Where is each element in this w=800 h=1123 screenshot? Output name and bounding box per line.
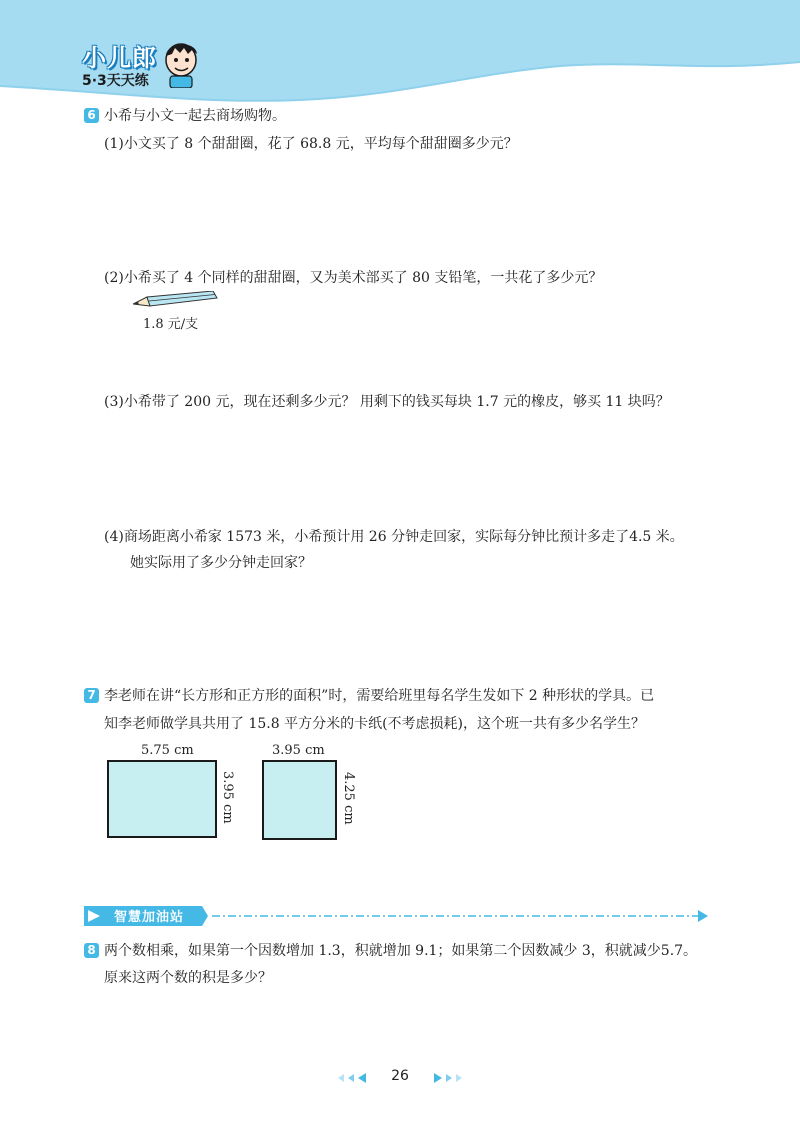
pencil-icon [133, 291, 219, 309]
q6-part-1: (1)小文买了 8 个甜甜圈，花了 68.8 元，平均每个甜甜圈多少元？ [104, 136, 518, 152]
question-number-7: 7 [84, 688, 99, 703]
shape1-width-label: 5.75 cm [141, 743, 194, 758]
q6-part-2: (2)小希买了 4 个同样的甜甜圈，又为美术部买了 80 支铅笔，一共花了多少元？ [104, 270, 603, 286]
shape2-width-label: 3.95 cm [272, 743, 325, 758]
page-number: 26 [391, 1068, 409, 1084]
banner-label: 智慧加油站 [114, 910, 185, 925]
rectangle-shape [107, 760, 217, 838]
shape2-height-label: 4.25 cm [341, 772, 356, 825]
q6-part-3: (3)小希带了 200 元，现在还剩多少元？ 用剩下的钱买每块 1.7 元的橡皮，够买 11 块吗？ [104, 394, 670, 410]
q8-line-1: 两个数相乘，如果第一个因数增加 1.3，积就增加 9.1；如果第二个因数减少 3，积就减少5.7。 [104, 943, 698, 959]
brand-subtitle: 5·3天天练 [82, 73, 149, 89]
mascot-boy-icon [160, 38, 202, 88]
shape1-height-label: 3.95 cm [220, 771, 235, 824]
q8-line-2: 原来这两个数的积是多少？ [104, 970, 272, 986]
question-number-8: 8 [84, 943, 99, 958]
q7-line-2: 知李老师做学具共用了 15.8 平方分米的卡纸(不考虑损耗)，这个班一共有多少名学生？ [104, 716, 645, 732]
question-number-6: 6 [84, 108, 99, 123]
square-shape [262, 760, 337, 840]
q6-intro: 小希与小文一起去商场购物。 [104, 108, 286, 124]
pencil-price: 1.8 元/支 [143, 317, 199, 332]
q7-line-1: 李老师在讲“长方形和正方形的面积”时，需要给班里每名学生发如下 2 种形状的学具。已 [104, 688, 655, 704]
q6-part-4-line-1: (4)商场距离小希家 1573 米，小希预计用 26 分钟走回家，实际每分钟比预计多走了4.5 米。 [104, 529, 684, 545]
q6-part-4-line-2: 她实际用了多少分钟走回家？ [130, 555, 312, 571]
brand-title: 小儿郎 [82, 44, 157, 72]
